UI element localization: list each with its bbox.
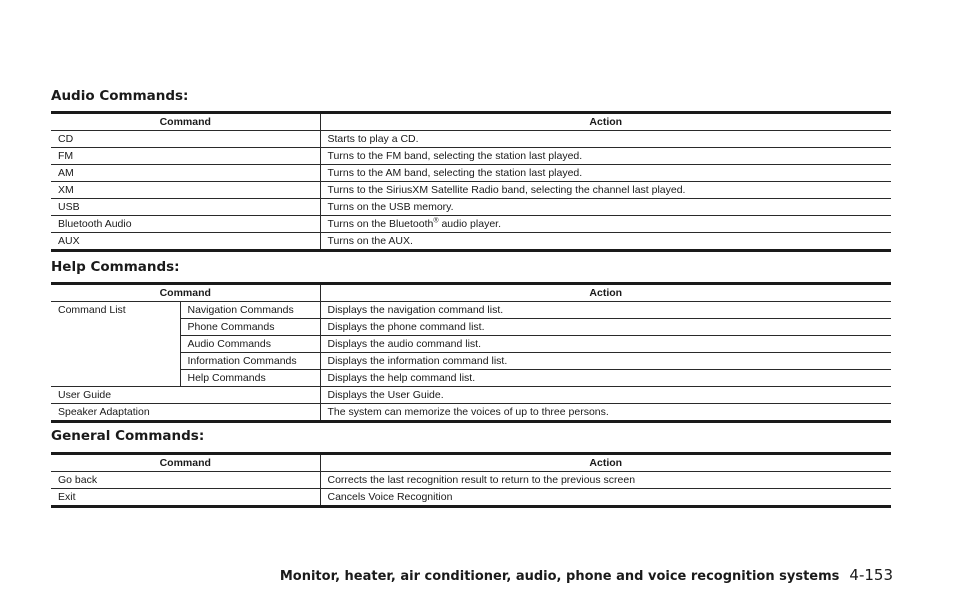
command-cell: AUX	[51, 233, 320, 251]
command-cell: Bluetooth Audio	[51, 216, 320, 233]
command-cell: User Guide	[51, 387, 320, 404]
table-header-row	[51, 113, 891, 131]
action-cell: Displays the navigation command list.	[320, 302, 891, 319]
action-cell: Turns on the AUX.	[320, 233, 891, 251]
command-cell: AM	[51, 165, 320, 182]
action-cell: Turns to the SiriusXM Satellite Radio band, selecting the channel last played.	[320, 182, 891, 199]
table-row	[51, 302, 891, 319]
column-header-command: Command	[51, 454, 320, 472]
general-commands-title: General Commands:	[51, 428, 205, 444]
action-cell: The system can memorize the voices of up to three persons.	[320, 404, 891, 422]
table-row	[51, 216, 891, 233]
table-row	[51, 182, 891, 199]
action-cell: Displays the help command list.	[320, 370, 891, 387]
registered-mark: ®	[433, 217, 439, 225]
table-row	[51, 233, 891, 251]
subcommand-cell: Navigation Commands	[180, 302, 320, 319]
audio-commands-table	[51, 111, 891, 252]
subcommand-cell: Phone Commands	[180, 319, 320, 336]
action-cell: Turns to the FM band, selecting the station last played.	[320, 148, 891, 165]
page-number: 4-153	[849, 566, 893, 584]
help-commands-table	[51, 282, 891, 423]
action-cell: Displays the phone command list.	[320, 319, 891, 336]
action-cell: Turns on the Bluetooth® audio player.	[320, 216, 891, 233]
command-cell: XM	[51, 182, 320, 199]
audio-commands-title: Audio Commands:	[51, 88, 189, 104]
command-cell: FM	[51, 148, 320, 165]
action-cell: Displays the User Guide.	[320, 387, 891, 404]
table-row	[51, 489, 891, 507]
table-row	[51, 387, 891, 404]
chapter-title: Monitor, heater, air conditioner, audio, phone and voice recognition systems	[279, 569, 840, 584]
subcommand-cell: Help Commands	[180, 370, 320, 387]
column-header-action: Action	[320, 113, 891, 131]
command-cell: Speaker Adaptation	[51, 404, 320, 422]
table-row	[51, 165, 891, 182]
table-row	[51, 472, 891, 489]
action-cell: Displays the information command list.	[320, 353, 891, 370]
command-cell: CD	[51, 131, 320, 148]
help-commands-title: Help Commands:	[51, 259, 180, 275]
table-row	[51, 148, 891, 165]
action-cell: Corrects the last recognition result to return to the previous screen	[320, 472, 891, 489]
action-cell: Displays the audio command list.	[320, 336, 891, 353]
table-header-row	[51, 454, 891, 472]
action-cell: Cancels Voice Recognition	[320, 489, 891, 507]
page-footer	[280, 566, 893, 584]
command-cell: USB	[51, 199, 320, 216]
subcommand-cell: Audio Commands	[180, 336, 320, 353]
table-row	[51, 199, 891, 216]
action-cell: Turns on the USB memory.	[320, 199, 891, 216]
command-cell: Go back	[51, 472, 320, 489]
column-header-command: Command	[51, 284, 320, 302]
general-commands-table	[51, 452, 891, 508]
command-group-cell: Command List	[51, 302, 180, 387]
table-row	[51, 131, 891, 148]
subcommand-cell: Information Commands	[180, 353, 320, 370]
table-row	[51, 404, 891, 422]
column-header-action: Action	[320, 284, 891, 302]
column-header-action: Action	[320, 454, 891, 472]
table-header-row	[51, 284, 891, 302]
action-cell: Turns to the AM band, selecting the station last played.	[320, 165, 891, 182]
command-cell: Exit	[51, 489, 320, 507]
column-header-command: Command	[51, 113, 320, 131]
action-cell: Starts to play a CD.	[320, 131, 891, 148]
